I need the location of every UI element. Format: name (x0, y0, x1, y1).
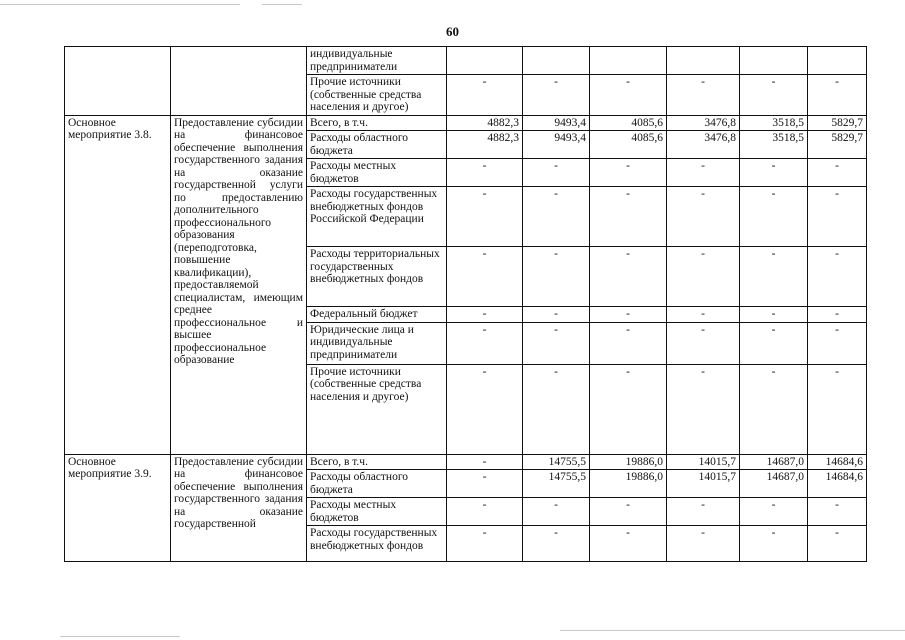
event-cell: Основное мероприятие 3.8. (65, 115, 171, 454)
value-cell: - (523, 498, 590, 526)
value-cell: 19886,0 (590, 454, 667, 470)
value-cell: 14755,5 (523, 470, 590, 498)
value-cell: - (667, 322, 740, 364)
funding-source-cell: Расходы областного бюджета (307, 470, 447, 498)
value-cell: - (447, 247, 523, 307)
event-cell: Основное мероприятие 3.9. (65, 454, 171, 562)
value-cell: 5829,7 (808, 115, 867, 131)
value-cell: - (667, 307, 740, 323)
value-cell: - (523, 247, 590, 307)
value-cell: - (667, 187, 740, 247)
value-cell: 3518,5 (740, 131, 808, 159)
value-cell: - (590, 247, 667, 307)
value-cell (667, 47, 740, 75)
value-cell: - (808, 159, 867, 187)
value-cell: - (447, 364, 523, 454)
table-row (65, 115, 867, 131)
value-cell: - (590, 498, 667, 526)
value-cell (590, 47, 667, 75)
table-row (65, 454, 867, 470)
value-cell: - (808, 247, 867, 307)
scan-artifact-top-line (0, 4, 240, 5)
scan-artifact-bottom-line-2 (560, 630, 905, 631)
value-cell: 14755,5 (523, 454, 590, 470)
value-cell: - (590, 75, 667, 116)
event-cell (65, 47, 171, 116)
value-cell (808, 47, 867, 75)
funding-source-cell: Юридические лица и индивидуальные предприниматели (307, 322, 447, 364)
funding-source-cell: Расходы местных бюджетов (307, 159, 447, 187)
funding-source-cell: Всего, в т.ч. (307, 115, 447, 131)
value-cell: - (523, 322, 590, 364)
value-cell: 5829,7 (808, 131, 867, 159)
value-cell (740, 47, 808, 75)
funding-source-cell: Расходы государственных внебюджетных фондов Российской Федерации (307, 187, 447, 247)
budget-table-body (65, 47, 867, 562)
value-cell: - (808, 75, 867, 116)
funding-source-cell: Прочие источники (собственные средства населения и другое) (307, 364, 447, 454)
value-cell: 14015,7 (667, 470, 740, 498)
value-cell: - (447, 470, 523, 498)
value-cell: - (590, 364, 667, 454)
value-cell: - (447, 498, 523, 526)
value-cell: - (523, 364, 590, 454)
value-cell: - (523, 159, 590, 187)
value-cell: - (808, 307, 867, 323)
value-cell: - (667, 247, 740, 307)
value-cell: - (667, 364, 740, 454)
value-cell: - (740, 187, 808, 247)
value-cell: - (447, 307, 523, 323)
value-cell: - (447, 322, 523, 364)
funding-source-cell: Всего, в т.ч. (307, 454, 447, 470)
value-cell: 3476,8 (667, 131, 740, 159)
value-cell: - (808, 364, 867, 454)
value-cell: 3518,5 (740, 115, 808, 131)
value-cell: - (447, 75, 523, 116)
value-cell: - (667, 159, 740, 187)
description-cell: Предоставление субсидии на финансовое обеспечение выполнения государственного задания на оказание государственной (171, 454, 307, 562)
table-row (65, 47, 867, 75)
value-cell: 14684,6 (808, 470, 867, 498)
value-cell (523, 47, 590, 75)
value-cell: - (740, 159, 808, 187)
value-cell: - (447, 187, 523, 247)
value-cell: - (590, 307, 667, 323)
scan-artifact-top-line-2 (262, 4, 302, 5)
value-cell: 14687,0 (740, 454, 808, 470)
value-cell: 9493,4 (523, 131, 590, 159)
value-cell: - (590, 322, 667, 364)
value-cell: - (808, 498, 867, 526)
value-cell: - (447, 454, 523, 470)
value-cell: - (590, 159, 667, 187)
value-cell: - (590, 526, 667, 562)
funding-source-cell: Расходы областного бюджета (307, 131, 447, 159)
value-cell: - (667, 526, 740, 562)
funding-source-cell: Федеральный бюджет (307, 307, 447, 323)
value-cell: - (740, 307, 808, 323)
value-cell: - (523, 187, 590, 247)
funding-source-cell: Расходы местных бюджетов (307, 498, 447, 526)
funding-source-cell: индивидуальные предприниматели (307, 47, 447, 75)
value-cell: - (740, 247, 808, 307)
funding-source-cell: Расходы государственных внебюджетных фондов (307, 526, 447, 562)
value-cell: - (808, 526, 867, 562)
value-cell: - (447, 159, 523, 187)
value-cell: - (808, 187, 867, 247)
value-cell: - (808, 322, 867, 364)
value-cell: - (740, 75, 808, 116)
value-cell: 14684,6 (808, 454, 867, 470)
budget-table (64, 46, 867, 562)
value-cell: - (740, 498, 808, 526)
value-cell: 9493,4 (523, 115, 590, 131)
value-cell: 19886,0 (590, 470, 667, 498)
value-cell: 14015,7 (667, 454, 740, 470)
description-cell: Предоставление субсидии на финансовое обеспечение выполнения государственного задания на оказание государственной услуги по предоставлению дополнительного профессионального образования (переподготовка, повышение квалификации), предоставляемой специалистам, имеющим среднее профессиональное и высшее профессиональное образование (171, 115, 307, 454)
description-cell (171, 47, 307, 116)
value-cell: - (523, 526, 590, 562)
funding-source-cell: Прочие источники (собственные средства населения и другое) (307, 75, 447, 116)
funding-source-cell: Расходы территориальных государственных внебюджетных фондов (307, 247, 447, 307)
value-cell: - (523, 75, 590, 116)
value-cell: - (447, 526, 523, 562)
value-cell: 4085,6 (590, 115, 667, 131)
value-cell (447, 47, 523, 75)
value-cell: - (667, 498, 740, 526)
value-cell: - (740, 364, 808, 454)
page-number: 60 (446, 24, 459, 39)
value-cell: 4882,3 (447, 131, 523, 159)
value-cell: - (667, 75, 740, 116)
value-cell: - (740, 526, 808, 562)
value-cell: 3476,8 (667, 115, 740, 131)
scan-artifact-bottom-line (60, 636, 180, 637)
value-cell: 14687,0 (740, 470, 808, 498)
value-cell: 4882,3 (447, 115, 523, 131)
value-cell: - (740, 322, 808, 364)
value-cell: - (523, 307, 590, 323)
value-cell: - (590, 187, 667, 247)
value-cell: 4085,6 (590, 131, 667, 159)
